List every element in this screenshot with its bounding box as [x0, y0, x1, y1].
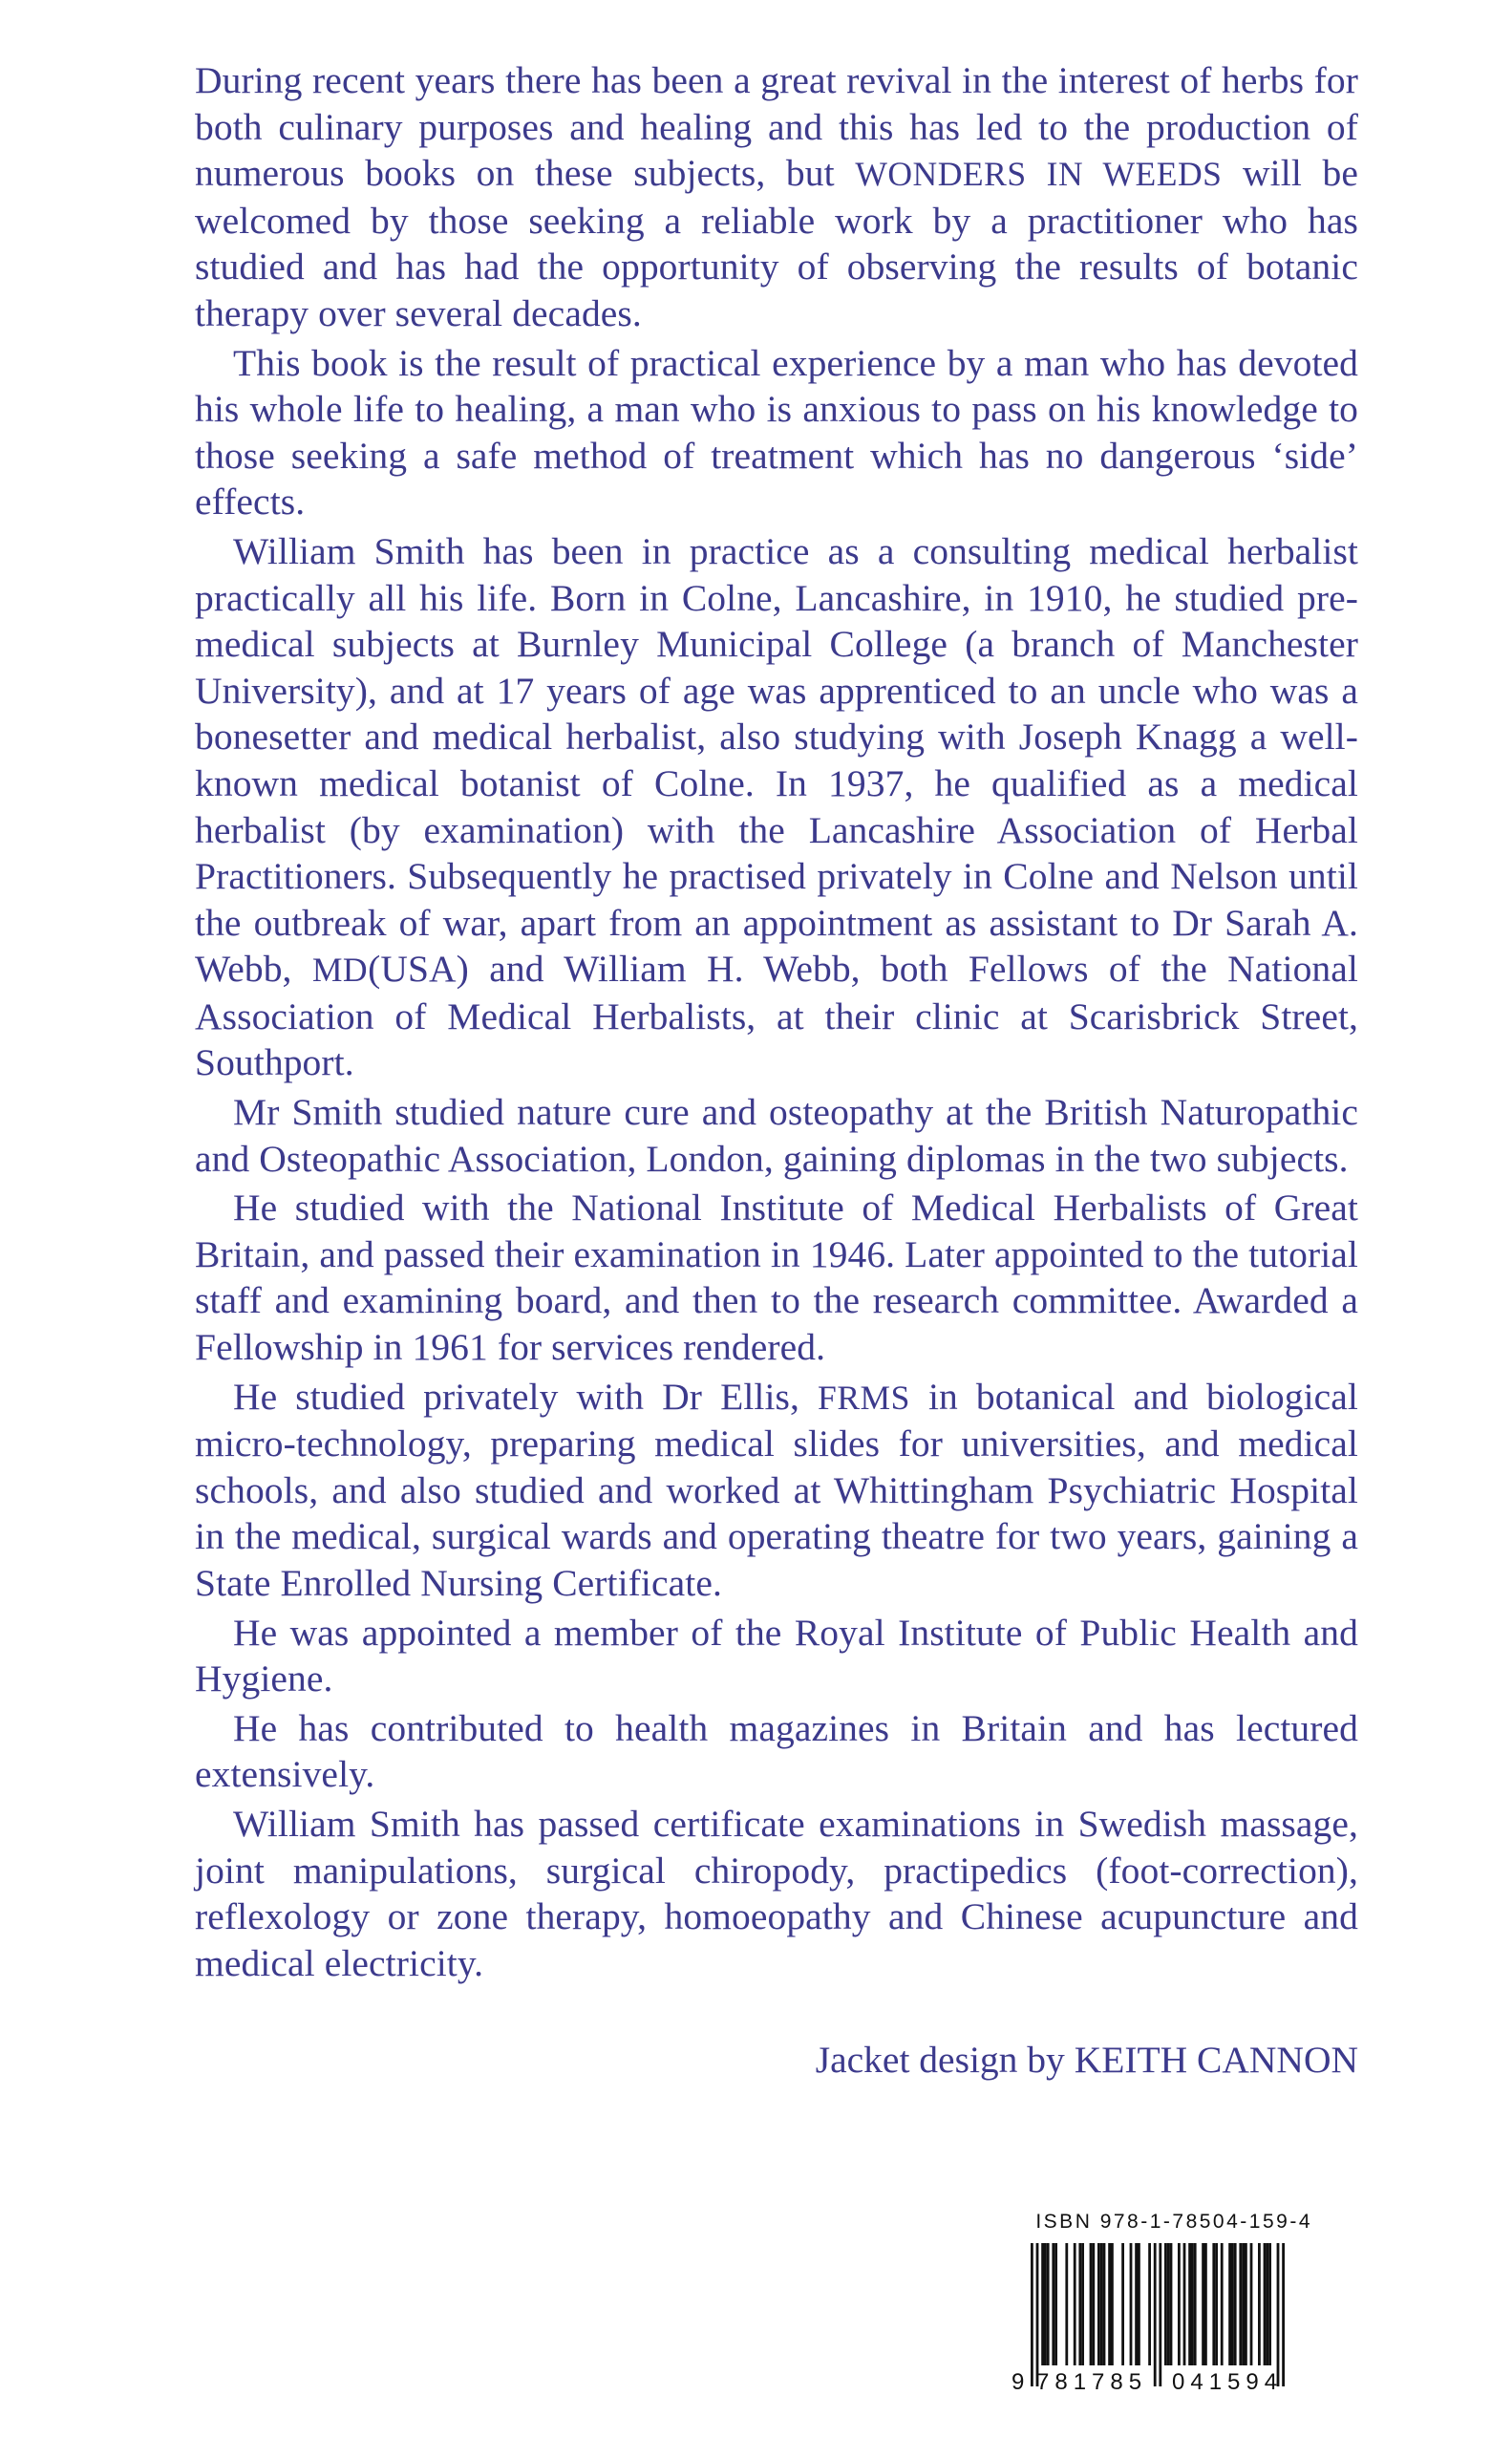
barcode-bar: [1138, 2243, 1140, 2365]
barcode-bar: [1054, 2243, 1057, 2365]
microtechnology-text-end: in botanical and biological micro-technology, preparing medical slides for universities, and medical schools, and also studied and worked at Whittingham Psychiatric Hospital in the medical, surgical wards and operating theatre for two years, gaining a State Enrolled Nursing Certificate.: [195, 1375, 1358, 1604]
barcode-bar: [1130, 2243, 1133, 2365]
barcode-bar: [1074, 2243, 1076, 2365]
barcode-bar: [1164, 2243, 1167, 2365]
barcode: [1010, 2243, 1306, 2394]
barcode-bar: [1148, 2243, 1151, 2365]
barcode-bars: [1031, 2243, 1285, 2386]
biography-text-start: William Smith has been in practice as a consulting medical herbalist practically all his life. Born in Colne, Lancashire, in 1910, he studied pre-medical subjects at Burnley Municipal College (a branch of Manchester University), and at 17 years of age was apprenticed to an uncle who was a bonesetter and medical herbalist, also studying with Joseph Knagg a well-known medical botanist of Colne. In 1937, he qualified as a medical herbalist (by examination) with the Lancashire Association of Herbal Practitioners. Subsequently he practised privately in Colne and Nelson until the outbreak of war, apart from an appointment as assistant to Dr Sarah A. Webb,: [195, 529, 1358, 991]
barcode-bar: [1188, 2243, 1191, 2365]
barcode-bar: [1135, 2243, 1138, 2365]
barcode-bar: [1231, 2243, 1234, 2365]
paragraph-national-institute: He studied with the National Institute of Medical Herbalists of Great Britain, and passed their examination in 1946. Later appointed to the tutorial staff and examining board, and then to the research committee. Awarded a Fellowship in 1961 for services rendered.: [195, 1187, 1358, 1369]
barcode-bar: [1097, 2243, 1100, 2365]
barcode-bar: [1092, 2243, 1095, 2365]
barcode-bar: [1268, 2243, 1271, 2365]
barcode-bar: [1191, 2243, 1194, 2365]
paragraph-biography: [195, 528, 1358, 1086]
book-title: WONDERS IN WEEDS: [855, 155, 1223, 194]
barcode-bar: [1228, 2243, 1231, 2365]
barcode-bar: [1282, 2243, 1285, 2386]
md-abbreviation: MD: [311, 951, 369, 990]
barcode-digit-first: 9: [1012, 2369, 1025, 2394]
barcode-bar: [1078, 2243, 1081, 2365]
paragraph-microtechnology: [195, 1374, 1358, 1607]
barcode-bar: [1266, 2243, 1268, 2365]
barcode-bar: [1052, 2243, 1054, 2365]
barcode-bar: [1103, 2243, 1106, 2365]
barcode-bar: [1031, 2243, 1033, 2386]
paragraph-magazines: He has contributed to health magazines in Britain and has lectured extensively.: [195, 1706, 1358, 1796]
barcode-bar: [1194, 2243, 1197, 2365]
barcode-bar: [1250, 2243, 1253, 2365]
barcode-bar: [1277, 2243, 1280, 2386]
barcode-bar: [1121, 2243, 1124, 2365]
paragraph-intro: [195, 57, 1358, 337]
barcode-bar: [1212, 2243, 1215, 2365]
intro-text-end: will be welcomed by those seeking a reliable work by a practitioner who has studied and has had the opportunity of observing the results of botanic therapy over several decades.: [195, 152, 1358, 334]
barcode-digits-left: 781785: [1036, 2369, 1148, 2394]
barcode-bar: [1215, 2243, 1218, 2365]
barcode-bar: [1044, 2243, 1047, 2365]
barcode-bar: [1258, 2243, 1261, 2365]
barcode-bar: [1239, 2243, 1242, 2365]
barcode-bar: [1065, 2243, 1068, 2365]
barcode-bar: [1183, 2243, 1186, 2365]
paragraph-certificates: William Smith has passed certificate examinations in Swedish massage, joint manipulations, surgical chiropody, practipedics (foot-correction), reflexology or zone therapy, homoeopathy and Chinese acupuncture and medical electricity.: [195, 1802, 1358, 1984]
intro-text-start: During recent years there has been a great revival in the interest of herbs for both culinary purposes and healing and this has led to the production of numerous books on these subjects, but: [195, 59, 1358, 195]
barcode-bar: [1090, 2243, 1093, 2365]
microtechnology-text-start: He studied privately with Dr Ellis,: [233, 1375, 819, 1418]
barcode-bar: [1036, 2243, 1039, 2386]
barcode-bar: [1204, 2243, 1207, 2365]
barcode-bar: [1159, 2243, 1161, 2386]
isbn-block: [988, 2211, 1312, 2402]
paragraph-naturopathy: Mr Smith studied nature cure and osteopathy at the British Naturopathic and Osteopathic Association, London, gaining diplomas in the two subjects.: [195, 1091, 1358, 1180]
barcode-bar: [1202, 2243, 1204, 2365]
barcode-bar: [1167, 2243, 1170, 2365]
barcode-bar: [1100, 2243, 1103, 2365]
biography-text-end: (USA) and William H. Webb, both Fellows of the National Association of Medical Herbalists, at their clinic at Scarisbrick Street, Southport.: [195, 948, 1358, 1084]
credit-label: Jacket design by: [815, 2039, 1065, 2081]
barcode-bar: [1041, 2243, 1044, 2365]
barcode-bar: [1154, 2243, 1157, 2386]
jacket-design-credit: [669, 2037, 1358, 2083]
barcode-bar: [1242, 2243, 1245, 2365]
barcode-bar: [1081, 2243, 1084, 2365]
barcode-bar: [1170, 2243, 1173, 2365]
credit-designer: KEITH CANNON: [1074, 2039, 1358, 2081]
paragraph-experience: This book is the result of practical experience by a man who has devoted his whole life to healing, a man who is anxious to pass on his knowledge to those seeking a safe method of treatment which has no dangerous ‘side’ effects.: [195, 341, 1358, 524]
barcode-digits-right: 041594: [1172, 2369, 1284, 2394]
barcode-bar: [1178, 2243, 1181, 2365]
barcode-bar: [1234, 2243, 1237, 2365]
frms-abbreviation: FRMS: [818, 1378, 910, 1417]
barcode-bar: [1264, 2243, 1267, 2365]
barcode-bar: [1047, 2243, 1050, 2365]
paragraph-royal-institute: He was appointed a member of the Royal Institute of Public Health and Hygiene.: [195, 1611, 1358, 1700]
barcode-bar: [1245, 2243, 1247, 2365]
barcode-bar: [1111, 2243, 1114, 2365]
barcode-bar: [1108, 2243, 1111, 2365]
isbn-number: ISBN 978-1-78504-159-4: [1035, 2211, 1312, 2233]
jacket-blurb: [195, 57, 1358, 1989]
barcode-bar: [1221, 2243, 1224, 2365]
